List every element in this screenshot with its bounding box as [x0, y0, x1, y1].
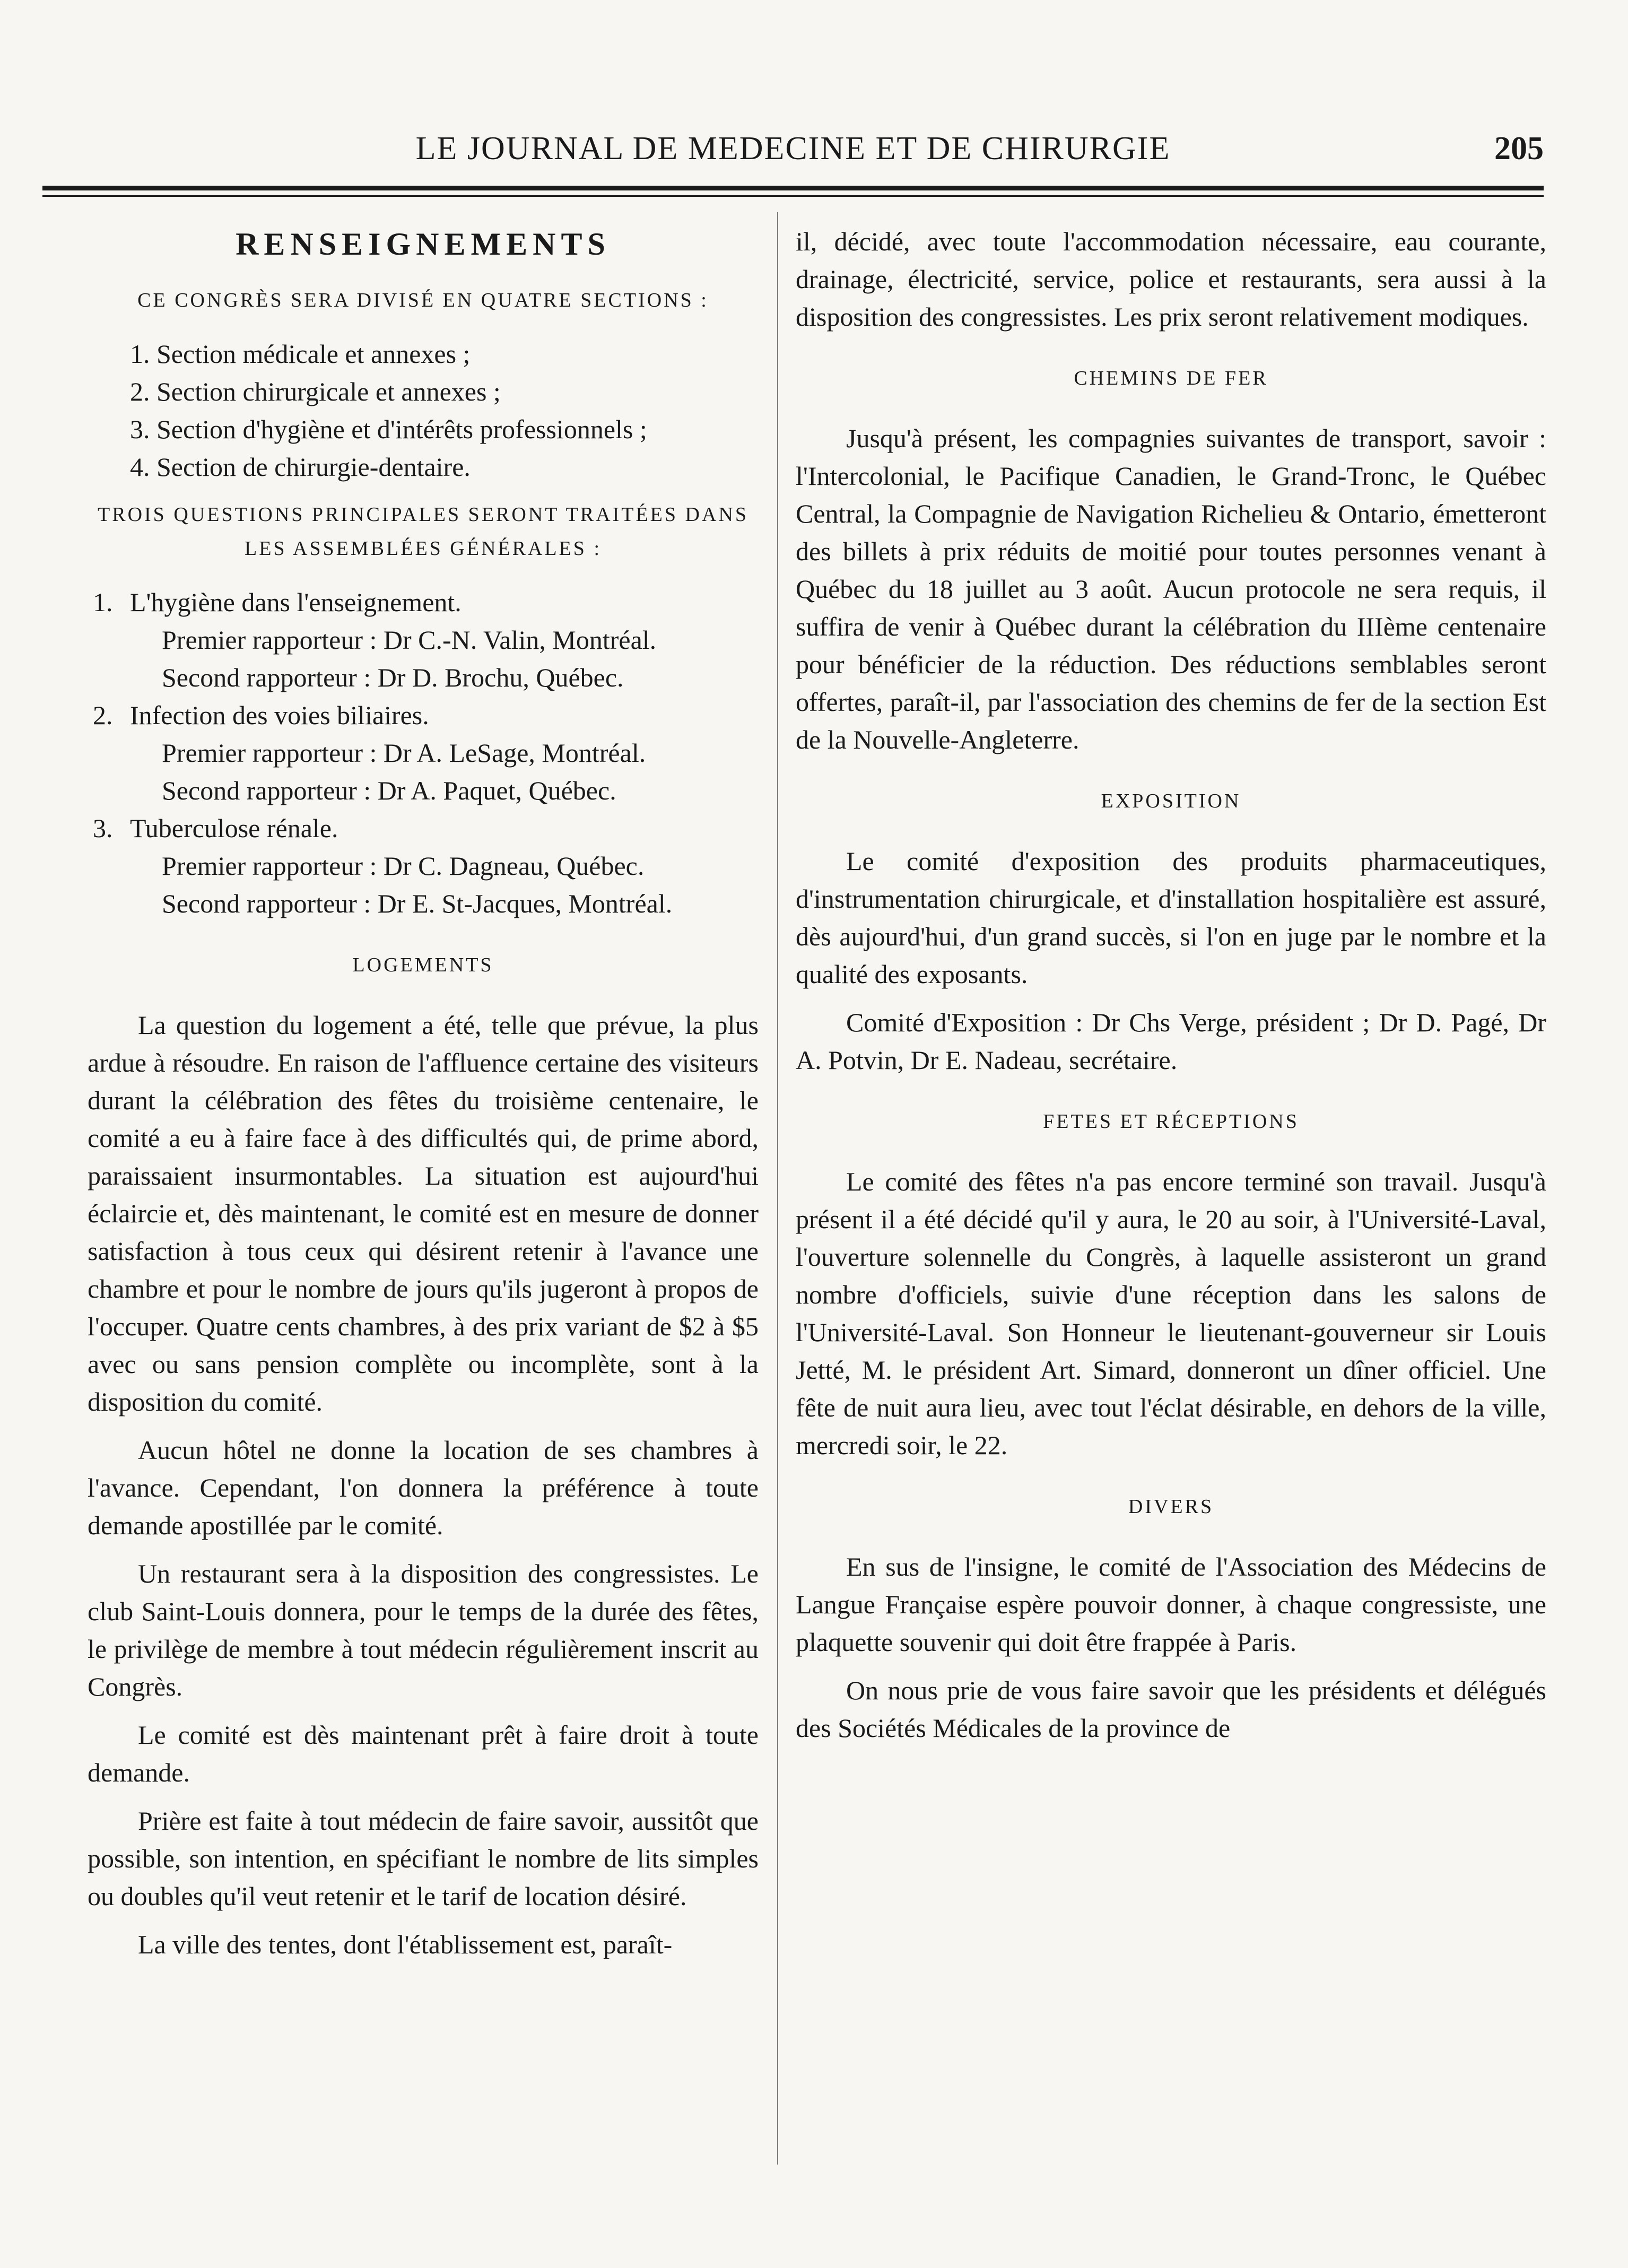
question-item — [88, 697, 759, 810]
chemins-heading: CHEMINS DE FER — [1074, 367, 1268, 389]
premier-rapporteur: Premier rapporteur : Dr A. LeSage, Montréal. — [162, 738, 646, 768]
question-item — [88, 584, 759, 697]
question-number: 3. — [93, 813, 113, 843]
page-header — [42, 127, 1544, 175]
logements-paragraph: Le comité est dès maintenant prêt à faire droit à toute demande. — [88, 1720, 759, 1787]
question-title: Tuberculose rénale. — [130, 813, 338, 843]
exposition-paragraph: Comité d'Exposition : Dr Chs Verge, président ; Dr D. Pagé, Dr A. Potvin, Dr E. Nadeau, secrétaire. — [796, 1007, 1546, 1075]
divers-paragraph: En sus de l'insigne, le comité de l'Association des Médecins de Langue Française espère pouvoir donner, à chaque congressiste, une plaquette souvenir qui doit être frappée à Paris. — [796, 1552, 1546, 1657]
section-item: 1. Section médicale et annexes ; — [130, 339, 471, 369]
question-title: Infection des voies biliaires. — [130, 700, 429, 730]
question-item — [88, 810, 759, 923]
fetes-paragraph: Le comité des fêtes n'a pas encore terminé son travail. Jusqu'à présent il a été décidé qu'il y aura, le 20 au soir, à l'Université-Laval, l'ouverture solennelle du Congrès, à laquelle assisteront un grand nombre d'officiels, suivie d'une réception dans les salons de l'Université-Laval. Son Honneur le lieutenant-gouverneur sir Louis Jetté, M. le président Art. Simard, donneront un dîner officiel. Une fête de nuit aura lieu, avec tout l'éclat désirable, en dehors de la ville, mercredi soir, le 22. — [796, 1167, 1546, 1460]
logements-paragraph: La question du logement a été, telle que prévue, la plus ardue à résoudre. En raison de l'affluence certaine des visiteurs durant la célébration des fêtes du troisième centenaire, le comité a eu à faire face à des difficultés qui, de prime abord, paraissaient insurmontables. La situation est aujourd'hui éclaircie et, dès maintenant, le comité est en mesure de donner satisfaction à tous ceux qui désirent retenir à l'avance une chambre et pour le nombre de jours qu'ils jugeront à propos de l'occuper. Quatre cents chambres, à des prix variant de $2 à $5 avec ou sans pension complète ou incomplète, sont à la disposition du comité. — [88, 1010, 759, 1417]
section-item: 4. Section de chirurgie-dentaire. — [130, 452, 471, 482]
header-rule-thick — [42, 186, 1544, 190]
logements-paragraph: La ville des tentes, dont l'établissement est, paraît- — [138, 1930, 673, 1959]
question-title: L'hygiène dans l'enseignement. — [130, 587, 462, 617]
exposition-heading: EXPOSITION — [1101, 790, 1241, 812]
logements-paragraph: Aucun hôtel ne donne la location de ses chambres à l'avance. Cependant, l'on donnera la préférence à toute demande apostillée par le comité. — [88, 1435, 759, 1540]
right-column — [796, 223, 1546, 1758]
continuation-paragraph: il, décidé, avec toute l'accommodation nécessaire, eau courante, drainage, électricité, service, police et restaurants, sera aussi à la disposition des congressistes. Les prix seront relativement modiques. — [796, 227, 1546, 332]
exposition-paragraph: Le comité d'exposition des produits pharmaceutiques, d'instrumentation chirurgicale, et d'installation hospitalière est assuré, dès aujourd'hui, d'un grand succès, si l'on en juge par le nombre et la qualité des exposants. — [796, 846, 1546, 989]
header-rule-thin — [42, 195, 1544, 197]
left-column — [88, 223, 759, 1974]
premier-rapporteur: Premier rapporteur : Dr C. Dagneau, Québec. — [162, 851, 645, 881]
running-title: LE JOURNAL DE MEDECINE ET DE CHIRURGIE — [415, 131, 1171, 167]
column-divider — [777, 212, 778, 2165]
premier-rapporteur: Premier rapporteur : Dr C.-N. Valin, Montréal. — [162, 625, 657, 655]
section-item: 3. Section d'hygiène et d'intérêts professionnels ; — [130, 414, 647, 444]
logements-paragraph: Un restaurant sera à la disposition des congressistes. Le club Saint-Louis donnera, pour le temps de la durée des fêtes, le privilège de membre à tout médecin régulièrement inscrit au Congrès. — [88, 1559, 759, 1701]
question-number: 2. — [93, 700, 113, 730]
header-rules — [42, 186, 1544, 197]
column-title: RENSEIGNEMENTS — [236, 227, 611, 262]
question-number: 1. — [93, 587, 113, 617]
chemins-paragraph: Jusqu'à présent, les compagnies suivantes de transport, savoir : l'Intercolonial, le Pacifique Canadien, le Grand-Tronc, le Québec Central, la Compagnie de Navigation Richelieu & Ontario, émetteront des billets à prix réduits de moitié pour toutes personnes venant à Québec du 18 juillet au 3 août. Aucun protocole ne sera requis, il suffira de venir à Québec durant la célébration du IIIème centenaire pour bénéficier de la réduction. Des réductions semblables seront offertes, paraît-il, par l'association des chemins de fer de la section Est de la Nouvelle-Angleterre. — [796, 423, 1546, 754]
page-number: 205 — [1494, 131, 1544, 167]
questions-list — [88, 584, 759, 923]
sections-intro: CE CONGRÈS SERA DIVISÉ EN QUATRE SECTIONS : — [137, 289, 709, 311]
questions-intro: TROIS QUESTIONS PRINCIPALES SERONT TRAITÉES DANS LES ASSEMBLÉES GÉNÉRALES : — [98, 503, 748, 560]
logements-paragraph: Prière est faite à tout médecin de faire savoir, aussitôt que possible, son intention, en spécifiant le nombre de lits simples ou doubles qu'il veut retenir et le tarif de location désiré. — [88, 1806, 759, 1911]
second-rapporteur: Second rapporteur : Dr D. Brochu, Québec. — [162, 663, 624, 692]
section-item: 2. Section chirurgicale et annexes ; — [130, 377, 501, 406]
second-rapporteur: Second rapporteur : Dr A. Paquet, Québec. — [162, 776, 616, 805]
fetes-heading: FETES ET RÉCEPTIONS — [1043, 1110, 1299, 1133]
logements-heading: LOGEMENTS — [352, 954, 494, 976]
divers-heading: DIVERS — [1128, 1496, 1214, 1518]
second-rapporteur: Second rapporteur : Dr E. St-Jacques, Montréal. — [162, 889, 673, 918]
sections-list — [88, 335, 759, 486]
divers-paragraph: On nous prie de vous faire savoir que les présidents et délégués des Sociétés Médicales de la province de — [796, 1675, 1546, 1743]
